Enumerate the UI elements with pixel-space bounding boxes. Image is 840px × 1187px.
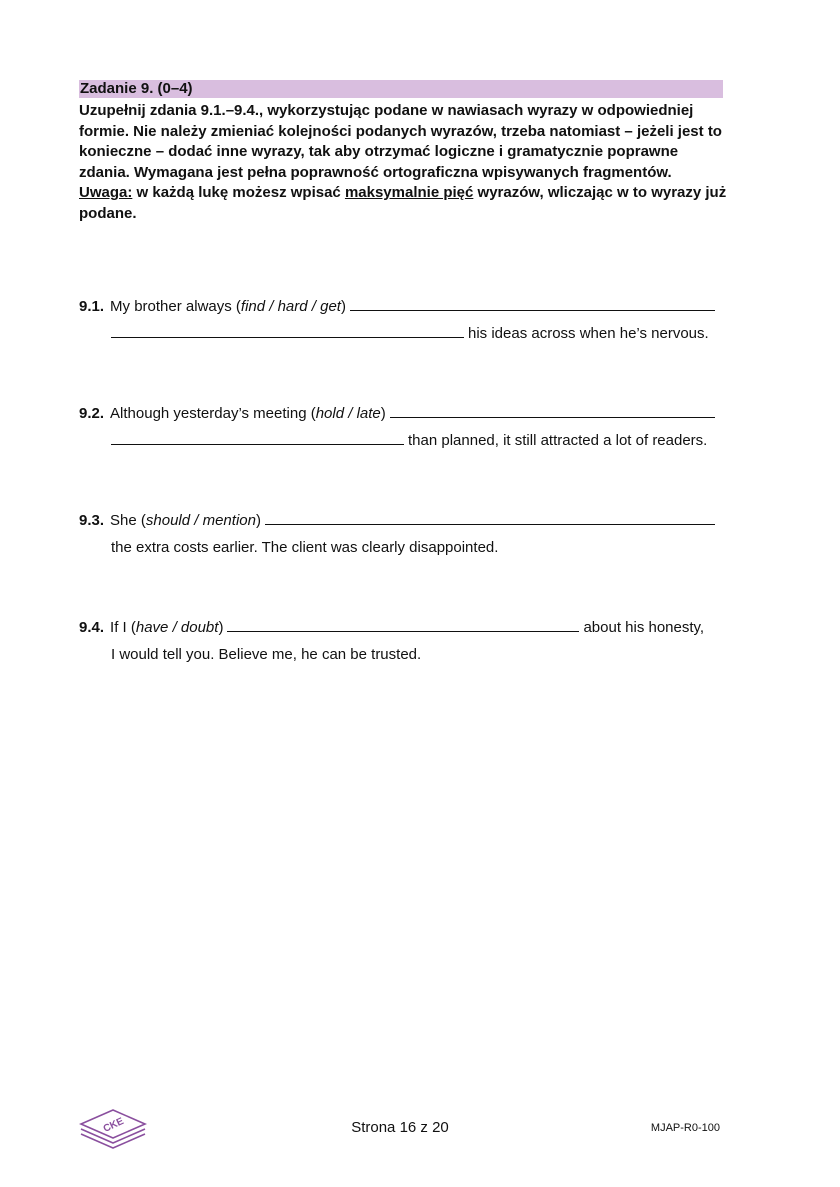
- task-9-3: [79, 507, 729, 561]
- answer-gap-3[interactable]: [265, 523, 715, 525]
- task-text: ): [340, 298, 346, 315]
- answer-gap-4[interactable]: [227, 630, 579, 632]
- task-text: the extra costs earlier. The client was clearly disappointed.: [111, 539, 499, 556]
- task-text: She (: [110, 512, 146, 529]
- answer-gap-1[interactable]: [350, 309, 715, 311]
- task-text: ): [218, 619, 224, 636]
- task-hint: find / hard / get: [240, 298, 341, 315]
- page-number: Strona 16 z 20: [351, 1119, 449, 1136]
- task-text: ): [380, 405, 386, 422]
- task-number: 9.1.: [79, 298, 105, 315]
- task-9-1: [79, 293, 729, 347]
- task-9-4: [79, 614, 729, 668]
- task-number: 9.4.: [79, 619, 105, 636]
- task-hint: should / mention: [145, 512, 256, 529]
- answer-gap-1-cont[interactable]: [111, 336, 464, 338]
- answer-gap-2-cont[interactable]: [111, 443, 404, 445]
- task-hint: hold / late: [315, 405, 381, 422]
- task-9-2: [79, 400, 729, 454]
- task-text: about his honesty,: [583, 619, 705, 636]
- task-header: Zadanie 9. (0–4): [79, 80, 723, 98]
- instructions-text: Uzupełnij zdania 9.1.–9.4., wykorzystując podane w nawiasach wyrazy w odpowiedniej formie. Nie należy zmieniać kolejności podanych wyrazów, trzeba natomiast – jeżeli jest to konieczne – dodać inne wyrazy, tak aby otrzymać logiczne i gramatycznie poprawne zdania. Wymagana jest pełna poprawność ortograficzna wpisywanych fragmentów.: [79, 102, 722, 181]
- task-number: 9.3.: [79, 512, 105, 529]
- task-number: 9.2.: [79, 405, 105, 422]
- task-text: ): [255, 512, 261, 529]
- note-emphasis: maksymalnie pięć: [344, 184, 474, 202]
- instructions: [79, 101, 729, 225]
- task-text: than planned, it still attracted a lot of readers.: [408, 432, 708, 449]
- note-text-b: wyrazów, wliczając w to wyrazy już podane.: [79, 184, 727, 222]
- logo-text: CKE: [101, 1115, 126, 1135]
- note-text-a: w każdą lukę możesz wpisać: [132, 184, 345, 202]
- task-text: Although yesterday’s meeting (: [110, 405, 316, 422]
- task-text: If I (: [110, 619, 136, 636]
- answer-gap-2[interactable]: [390, 416, 715, 418]
- task-hint: have / doubt: [135, 619, 219, 636]
- task-text: his ideas across when he’s nervous.: [468, 325, 709, 342]
- note-label: Uwaga:: [79, 184, 133, 202]
- task-text: I would tell you. Believe me, he can be trusted.: [111, 646, 422, 663]
- task-text: My brother always (: [110, 298, 241, 315]
- exam-code: MJAP-R0-100: [650, 1122, 720, 1134]
